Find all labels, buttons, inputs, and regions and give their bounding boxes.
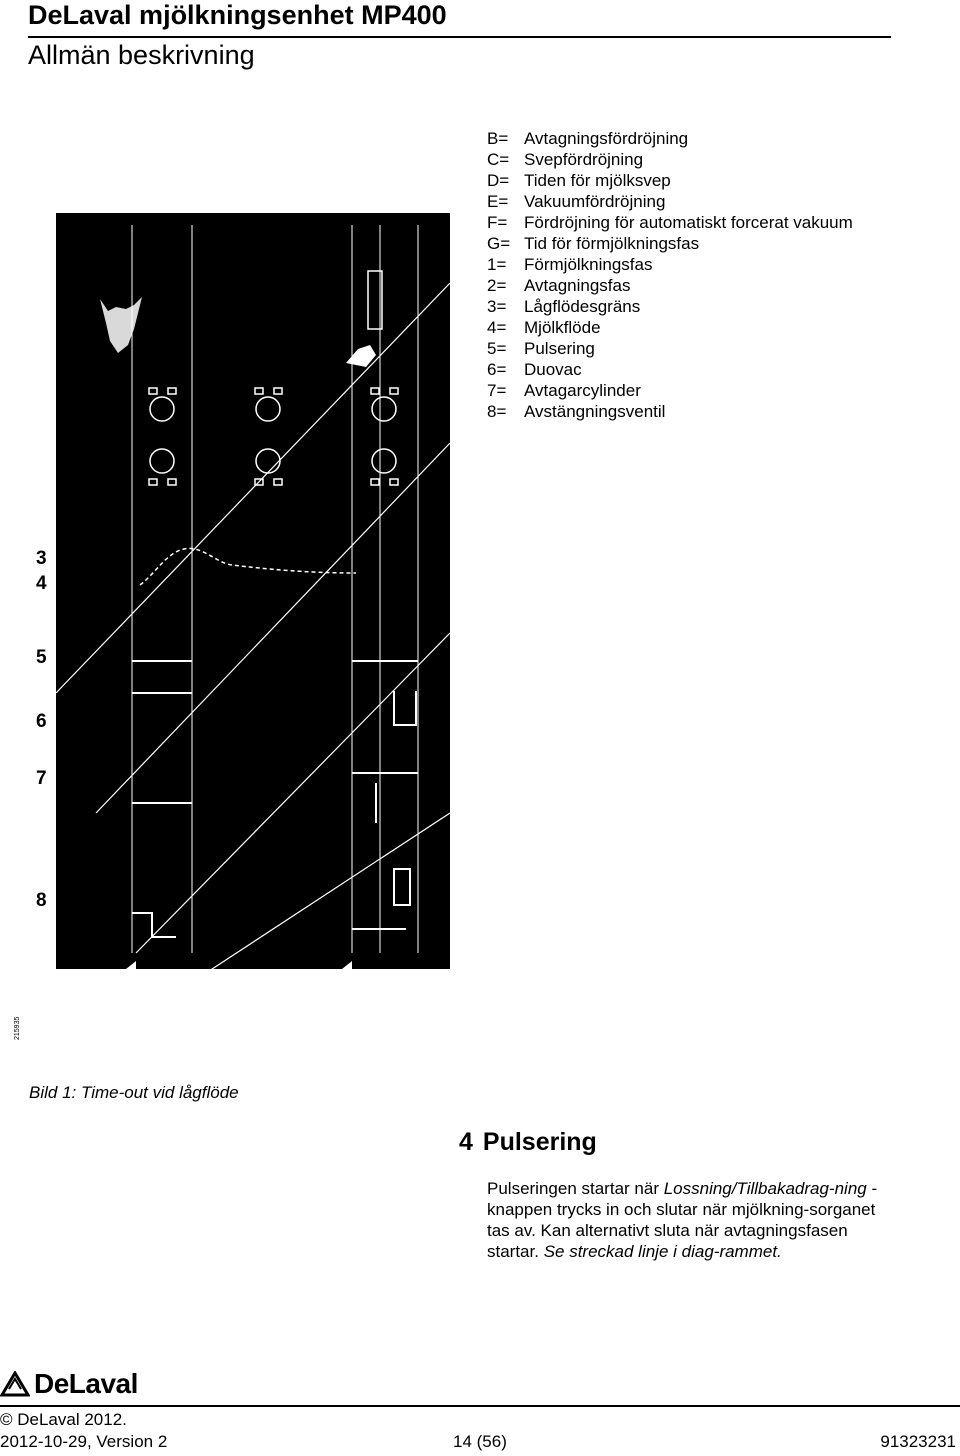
legend-row <box>487 149 853 170</box>
legend-key: 4= <box>487 318 507 337</box>
row-label-6: 6 <box>36 711 47 732</box>
legend-key: C= <box>487 150 510 169</box>
legend-row <box>487 170 853 191</box>
footer-copyright: © DeLaval 2012. <box>0 1410 127 1429</box>
section-heading <box>459 1128 597 1157</box>
legend-text: Fördröjning för automatiskt forcerat vakuum <box>524 213 853 232</box>
legend-key: E= <box>487 192 509 211</box>
legend-key: G= <box>487 234 511 253</box>
footer-rule <box>0 1405 960 1407</box>
legend-row <box>487 359 853 380</box>
figure-caption: Bild 1: Time-out vid lågflöde <box>29 1083 239 1102</box>
legend-key: 3= <box>487 297 507 316</box>
body-text-cont: -knappen trycks in och slutar när mjölkning-sorganet tas av. Kan alternativt sluta när avtagningsfasen startar. <box>487 1179 878 1261</box>
legend-text: Tid för förmjölkningsfas <box>524 234 700 253</box>
legend-text: Vakuumfördröjning <box>524 192 666 211</box>
legend-text: Avtagningsfördröjning <box>524 129 689 148</box>
figure-id: 215935 <box>14 1016 21 1040</box>
legend-key: F= <box>487 213 508 232</box>
legend-text: Lågflödesgräns <box>524 297 641 316</box>
legend-key: B= <box>487 129 509 148</box>
footer-document-number: 91323231 <box>880 1432 956 1451</box>
button-name: Lossning/Tillbakadrag-ning <box>663 1179 867 1198</box>
legend-key: 6= <box>487 360 507 379</box>
legend-text: Avtagarcylinder <box>524 381 641 400</box>
legend-row <box>487 317 853 338</box>
delaval-logo-icon <box>0 1371 30 1397</box>
legend-row <box>487 401 853 422</box>
legend-key: 7= <box>487 381 507 400</box>
legend-text: Tiden för mjölksvep <box>524 171 671 190</box>
legend-key: 5= <box>487 339 507 358</box>
legend-text: Pulsering <box>524 339 595 358</box>
legend-row <box>487 296 853 317</box>
legend-text: Avtagningsfas <box>524 276 631 295</box>
row-label-3: 3 <box>36 548 47 569</box>
delaval-logo <box>0 1368 138 1400</box>
legend-row <box>487 128 853 149</box>
logo-text: DeLaval <box>34 1368 138 1399</box>
legend-text: Svepfördröjning <box>524 150 644 169</box>
section-body <box>487 1178 897 1262</box>
legend-text: Duovac <box>524 360 582 379</box>
document-subtitle: Allmän beskrivning <box>28 40 255 70</box>
row-label-4: 4 <box>36 573 47 594</box>
document-title: DeLaval mjölkningsenhet MP400 <box>28 0 447 30</box>
legend-row <box>487 233 853 254</box>
row-label-5: 5 <box>36 647 47 668</box>
section-title: Pulsering <box>482 1128 597 1156</box>
title-rule <box>28 36 891 38</box>
body-text: Pulseringen startar när <box>487 1179 664 1198</box>
timeout-diagram <box>56 213 450 969</box>
legend-key: 1= <box>487 255 507 274</box>
footer-date-version: 2012-10-29, Version 2 <box>0 1432 168 1451</box>
legend-row <box>487 191 853 212</box>
legend-row <box>487 275 853 296</box>
legend-row <box>487 338 853 359</box>
section-number: 4 <box>459 1128 473 1156</box>
legend-row <box>487 254 853 275</box>
row-label-8: 8 <box>36 890 47 911</box>
legend-text: Avstängningsventil <box>524 402 666 421</box>
legend-key: 8= <box>487 402 507 421</box>
diagram-graphic <box>56 213 450 969</box>
footer-page-number: 14 (56) <box>453 1432 507 1451</box>
legend-text: Förmjölkningsfas <box>524 255 653 274</box>
legend-row <box>487 212 853 233</box>
legend-key: 2= <box>487 276 507 295</box>
row-label-7: 7 <box>36 768 47 789</box>
diagram-reference: Se streckad linje i diag-rammet. <box>543 1242 782 1261</box>
legend-key: D= <box>487 171 510 190</box>
legend-text: Mjölkflöde <box>524 318 601 337</box>
legend-row <box>487 380 853 401</box>
figure-legend <box>487 128 853 422</box>
